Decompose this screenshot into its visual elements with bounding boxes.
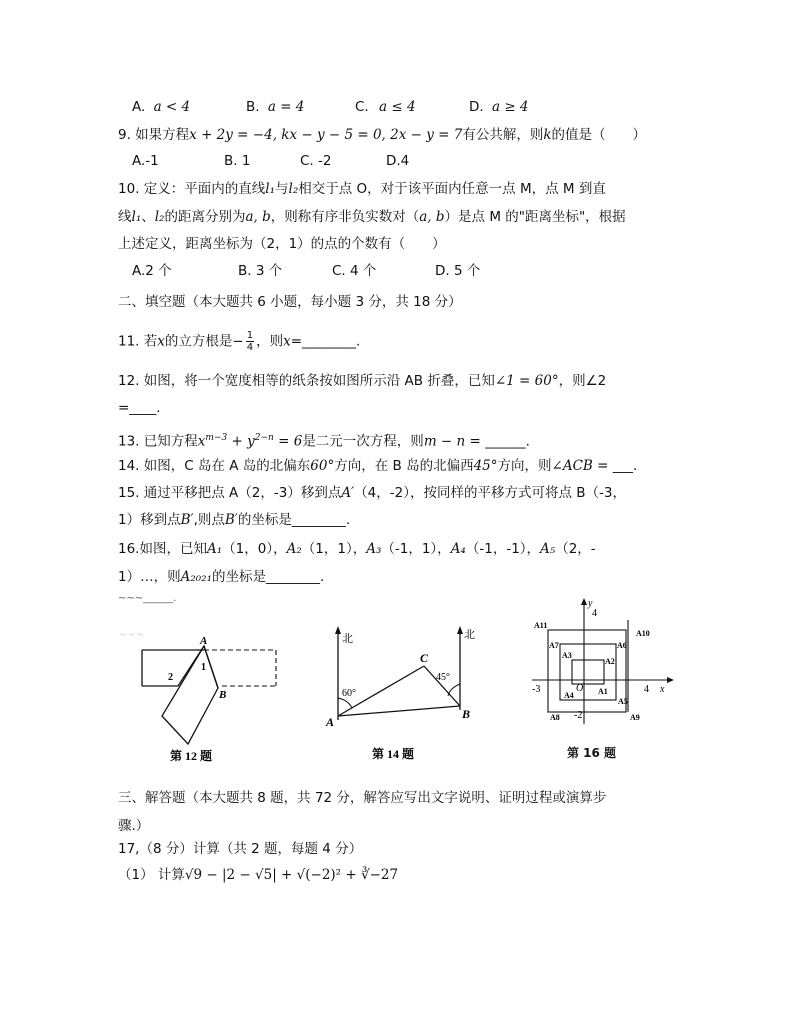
fig12-label-2: 2	[168, 672, 173, 683]
fig16-x-arrow	[667, 677, 674, 683]
figure-14	[320, 618, 500, 768]
q12-angle1: ∠1 = 60°	[494, 373, 559, 389]
fig16-tick-y4: 4	[592, 608, 597, 619]
fig14-caption: 第 14 题	[372, 747, 415, 761]
q10-text: 10. 定义：平面内的直线	[118, 181, 266, 197]
fig16-tick-ym2: -2	[574, 710, 583, 721]
q9-options	[132, 152, 159, 170]
question-17-title: 17,（8 分）计算（共 2 题，每题 4 分）	[118, 841, 363, 857]
q16-pre: 16.如图，已知	[118, 541, 207, 557]
fig14-angle-45: 45°	[436, 672, 450, 683]
q12-pre: 12. 如图，将一个宽度相等的纸条按如图所示沿 AB 折叠，已知	[118, 373, 495, 389]
fig14-label-a: A	[326, 715, 335, 729]
option-c-expr: a ≤ 4	[379, 99, 416, 115]
section-3-heading-line2: 骤.）	[118, 818, 150, 834]
q10-l2: l₂	[288, 181, 299, 197]
q10-l1b: l₁	[131, 209, 142, 225]
option-a-label: A.	[132, 99, 146, 115]
question-9	[118, 126, 646, 144]
q15-bprime2: B′	[224, 512, 238, 528]
fig16-pt-a3: A3	[562, 651, 572, 660]
figure-16	[528, 596, 678, 746]
q16-a4: A₄	[450, 541, 466, 557]
fig16-axis-y: y	[588, 598, 593, 609]
q13-exp1: m−3	[205, 433, 228, 443]
fig16-caption-text: 第 16 题	[567, 746, 617, 760]
q17-expression: √9 − |2 − √5| + √(−2)² + ∛−27	[184, 867, 399, 883]
option-a-expr: a < 4	[153, 99, 191, 115]
q16-v1: （1，0），	[222, 541, 287, 557]
q16-v5: （2，-	[555, 541, 596, 557]
q10-option-b-wrap	[238, 262, 282, 280]
q10-line2-post: ）是点 M 的"距离坐标"，根据	[444, 209, 626, 225]
q10-option-a-wrap	[132, 262, 172, 280]
q10-ab2: a, b	[419, 209, 445, 225]
q15-line2-post: 的坐标是________.	[237, 512, 351, 528]
q13-end: ______.	[480, 433, 530, 450]
q9-equation: x + 2y = −4, kx − y − 5 = 0, 2x − y = 7	[189, 127, 463, 143]
q10-sep: 、	[141, 209, 155, 225]
option-b-expr: a = 4	[267, 99, 305, 115]
question-15-line1	[118, 484, 626, 502]
question-10-line3	[118, 235, 446, 253]
fig16-pt-a11: A11	[534, 621, 548, 630]
q10-line2-mid: 的距离分别为	[164, 209, 246, 225]
q13-plus: +	[227, 433, 248, 450]
q10-line2-pre: 线	[118, 209, 132, 225]
fig16-pt-a2: A2	[605, 657, 615, 666]
q10-l2b: l₂	[154, 209, 165, 225]
question-15-line2	[118, 511, 350, 529]
question-16-line2	[118, 568, 324, 586]
q11-end: =________.	[290, 333, 361, 350]
q11-fraction	[246, 330, 254, 353]
q10-l1: l₁	[265, 181, 275, 197]
fig12-label-a: A	[200, 635, 208, 647]
section-2-heading: 二、填空题（本大题共 6 小题，每小题 3 分，共 18 分）	[118, 294, 462, 310]
fig12-smudge: ~ ~ ~	[120, 629, 144, 641]
q11-pre: 11. 若	[118, 333, 158, 350]
q16-line2-pre: 1）…，则	[118, 569, 181, 585]
question-12-line1	[118, 372, 606, 390]
q16-a5: A₅	[540, 541, 556, 557]
q13-mid: 是二元一次方程，则	[302, 433, 424, 450]
fig16-y-arrow	[581, 598, 587, 605]
question-13	[118, 429, 530, 451]
fig12-caption: 第 12 题	[170, 749, 213, 763]
question-16-line1	[118, 540, 596, 558]
fig16-origin: O	[576, 683, 584, 694]
q9-option-b-wrap	[224, 152, 250, 170]
q15-line2-pre: 1）移到点	[118, 512, 181, 528]
fig14-side-ab	[338, 706, 460, 716]
q10-option-d-wrap	[435, 262, 480, 280]
option-d-expr: a ≥ 4	[491, 99, 529, 115]
fig14-north-label-b: 北	[464, 629, 475, 641]
fig12-label-1: 1	[201, 662, 206, 673]
q13-y: y	[247, 433, 255, 450]
q16-line2-post: 的坐标是________.	[212, 569, 325, 585]
q10-option-b: B. 3 个	[238, 263, 283, 279]
q16-a2021: A₂₀₂₁	[180, 569, 212, 585]
q10-line3: 上述定义，距离坐标为（2，1）的点的个数有（ ）	[118, 236, 446, 252]
q15-aprime: A′	[341, 485, 355, 501]
question-14	[118, 457, 637, 475]
question-12-line2: =____.	[118, 400, 161, 416]
section-3-heading-line1: 三、解答题（本大题共 8 题，共 72 分，解答应写出文字说明、证明过程或演算步	[118, 790, 607, 806]
fig14-arc-60	[338, 698, 352, 708]
q14-end: ___.	[608, 458, 638, 474]
q16-a3: A₃	[366, 541, 382, 557]
fig16-pt-a9: A9	[630, 713, 640, 722]
q14-mid2: 方向，则	[497, 458, 552, 474]
option-d-label: D.	[469, 99, 484, 115]
options-row-prev	[132, 98, 190, 116]
q13-exp2: 2−n	[254, 433, 274, 443]
q14-angle-45: 45°	[473, 458, 498, 474]
q16-a1: A₁	[206, 541, 223, 557]
q16-a2: A₂	[286, 541, 302, 557]
fig16-tick-x4: 4	[644, 684, 649, 695]
q9-option-d: D.4	[386, 153, 410, 169]
q14-mid: 方向，在 B 岛的北偏西	[334, 458, 474, 474]
q10-option-d: D. 5 个	[435, 263, 481, 279]
option-d	[469, 98, 529, 116]
q12-post: ，则∠2	[558, 373, 607, 389]
q10-text-mid: 与	[275, 181, 289, 197]
q9-k: k	[543, 127, 552, 143]
q13-mn: m − n =	[423, 433, 481, 450]
fig16-pt-a5: A5	[618, 697, 628, 706]
q10-ab: a, b	[245, 209, 271, 225]
q9-option-b: B. 1	[224, 153, 251, 169]
q11-x2: x	[283, 333, 291, 350]
question-11	[118, 330, 360, 353]
option-b	[246, 98, 304, 116]
option-c-label: C.	[355, 99, 369, 115]
q10-option-c: C. 4 个	[332, 263, 377, 279]
q9-option-d-wrap	[386, 152, 409, 170]
fig16-pt-a8: A8	[550, 713, 560, 722]
q11-x: x	[157, 333, 165, 350]
fig16-pt-a6: A6	[617, 641, 627, 650]
q15-pre: 15. 通过平移把点 A（2，-3）移到点	[118, 485, 342, 501]
fig16-pt-a10: A10	[636, 629, 650, 638]
q9-end: 的值是（ ）	[551, 127, 647, 143]
fig16-tick-xm3: -3	[532, 684, 541, 695]
q13-pre: 13. 已知方程	[118, 433, 198, 450]
fig14-north-arrow-b	[457, 626, 463, 634]
question-10-line2	[118, 208, 626, 226]
q17-sub-pre: （1） 计算	[118, 867, 185, 883]
q11-numerator: 1	[246, 330, 254, 341]
fig12-folded-part	[162, 646, 218, 744]
stray-scan-mark: ~~~______.	[118, 593, 177, 604]
fig16-pt-a7: A7	[549, 641, 559, 650]
q11-post: ，则	[256, 333, 284, 350]
q16-v4: （-1，-1），	[465, 541, 541, 557]
q14-acb: ∠ACB =	[551, 458, 609, 474]
q11-neg: −	[232, 333, 244, 350]
q11-mid: 的立方根是	[164, 333, 233, 350]
fig14-north-label-a: 北	[342, 633, 353, 645]
question-17-sub1	[118, 866, 398, 884]
q14-pre: 14. 如图，C 岛在 A 岛的北偏东	[118, 458, 311, 474]
q9-option-a: A.-1	[132, 153, 159, 169]
q9-pre: 9. 如果方程	[118, 127, 190, 143]
q13-eq: = 6	[273, 433, 303, 450]
q9-post: 有公共解，则	[462, 127, 544, 143]
fig14-angle-60: 60°	[342, 688, 356, 699]
fig14-label-b: B	[462, 707, 471, 721]
q16-v2: （1，1），	[301, 541, 367, 557]
figure-12	[118, 618, 288, 768]
q9-option-c: C. -2	[300, 153, 332, 169]
q11-denominator: 4	[246, 342, 254, 353]
q16-v3: （-1，1），	[381, 541, 451, 557]
option-c	[355, 98, 416, 116]
fig16-axis-x: x	[660, 684, 665, 695]
fig14-north-arrow-a	[335, 626, 341, 634]
q15-bprime: B′	[180, 512, 194, 528]
option-b-label: B.	[246, 99, 260, 115]
q15-post: （4，-2），按同样的平移方式可将点 B（-3，	[354, 485, 626, 501]
q9-option-c-wrap	[300, 152, 331, 170]
q14-angle-60: 60°	[310, 458, 335, 474]
q10-option-a: A.2 个	[132, 263, 172, 279]
fig16-pt-a1: A1	[598, 687, 608, 696]
fig16-pt-a4: A4	[564, 691, 574, 700]
fig12-label-b: B	[219, 689, 227, 701]
q10-line2-mid2: ，则称有序非负实数对（	[270, 209, 420, 225]
fig14-label-c: C	[420, 651, 429, 665]
q10-option-c-wrap	[332, 262, 376, 280]
question-10-line1	[118, 180, 606, 198]
q13-x: x	[197, 433, 206, 450]
q15-line2-mid: ,则点	[193, 512, 225, 528]
q10-text-post: 相交于点 O，对于该平面内任意一点 M，点 M 到直	[298, 181, 606, 197]
